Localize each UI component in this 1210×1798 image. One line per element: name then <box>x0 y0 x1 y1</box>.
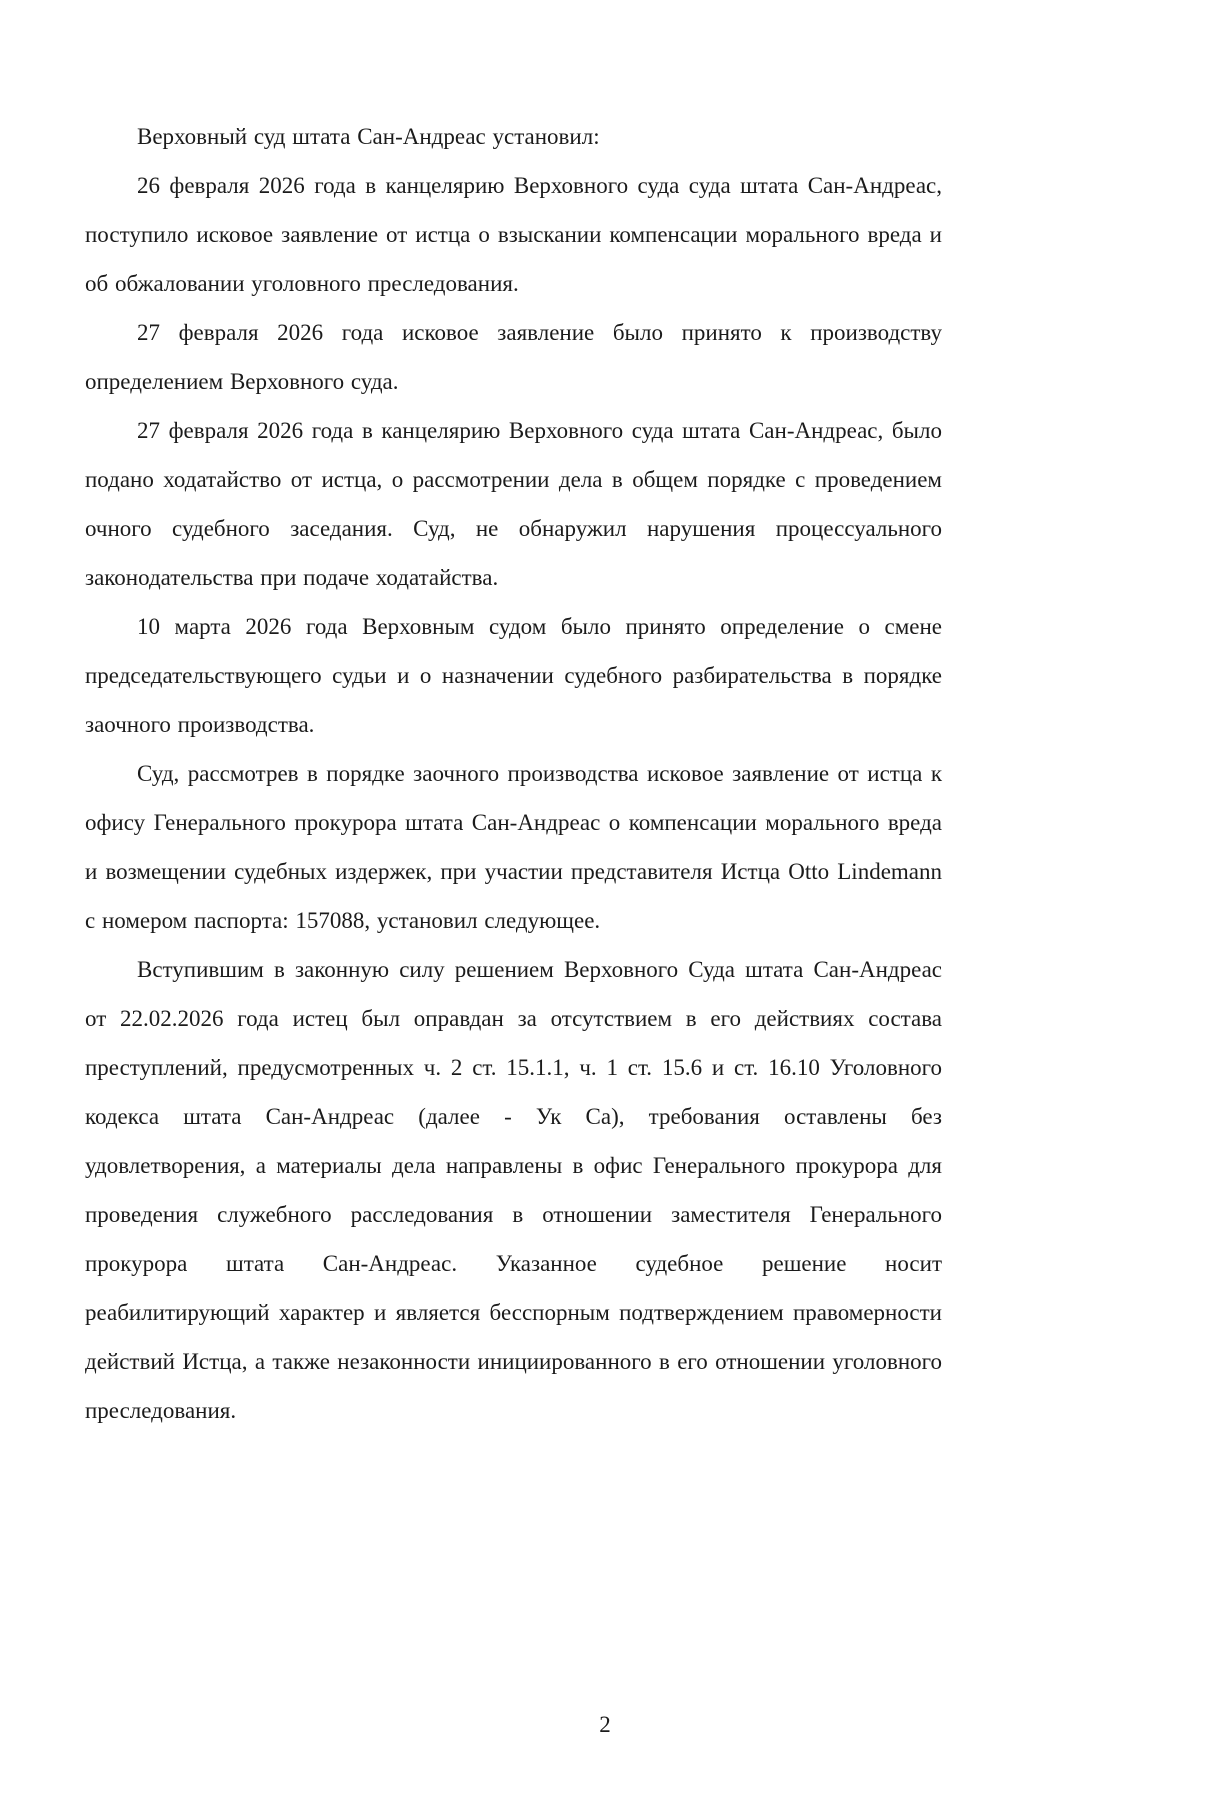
paragraph-case-review: Суд, рассмотрев в порядке заочного производства исковое заявление от истца к офису Генерального прокурора штата Сан-Андреас о компенсации морального вреда и возмещении судебных издержек, при участии представителя Истца Otto Lindemann с номером паспорта: 157088, установил следующее. <box>85 761 942 933</box>
paragraph-motion-filed: 27 февраля 2026 года в канцелярию Верховного суда штата Сан-Андреас, было подано ходатайство от истца, о рассмотрении дела в общем порядке с проведением очного судебного заседания. Суд, не обнаружил нарушения процессуального законодательства при подаче ходатайства. <box>85 418 942 590</box>
document-text-block <box>85 112 942 1435</box>
paragraph-verdict-details: Вступившим в законную силу решением Верховного Суда штата Сан-Андреас от 22.02.2026 года истец был оправдан за отсутствием в его действиях состава преступлений, предусмотренных ч. 2 ст. 15.1.1, ч. 1 ст. 15.6 и ст. 16.10 Уголовного кодекса штата Сан-Андреас (далее - Ук Са), требования оставлены без удовлетворения, а материалы дела направлены в офис Генерального прокурора для проведения служебного расследования в отношении заместителя Генерального прокурора штата Сан-Андреас. Указанное судебное решение носит реабилитирующий характер и является бесспорным подтверждением правомерности действий Истца, а также незаконности инициированного в его отношении уголовного преследования. <box>85 957 942 1423</box>
paragraph-court-established: Верховный суд штата Сан-Андреас установил: <box>137 124 600 149</box>
paragraph-claim-filed: 26 февраля 2026 года в канцелярию Верховного суда суда штата Сан-Андреас, поступило исковое заявление от истца о взыскании компенсации морального вреда и об обжаловании уголовного преследования. <box>85 173 942 296</box>
page-number: 2 <box>599 1712 611 1737</box>
paragraph-claim-accepted: 27 февраля 2026 года исковое заявление было принято к производству определением Верховного суда. <box>85 320 942 394</box>
paragraph-judge-change: 10 марта 2026 года Верховным судом было принято определение о смене председательствующего судьи и о назначении судебного разбирательства в порядке заочного производства. <box>85 614 942 737</box>
